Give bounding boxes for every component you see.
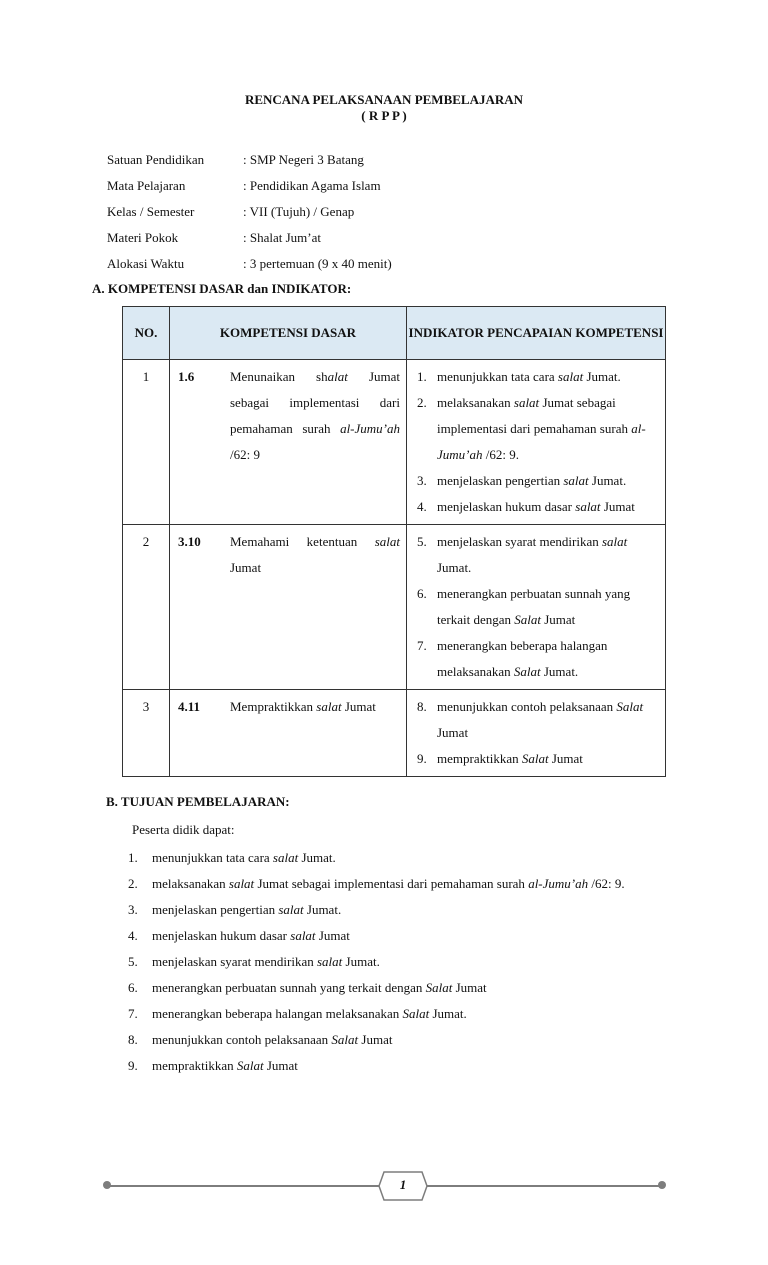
indicator-text: Jumat. <box>437 560 472 575</box>
goals-list <box>128 845 668 1079</box>
goal-text: menjelaskan syarat mendirikan <box>152 954 317 969</box>
kd-post: Jumat <box>230 560 262 575</box>
footer-dot-icon <box>658 1181 666 1189</box>
indicator-item <box>417 746 657 772</box>
indicator-text: Jumat. <box>540 664 579 679</box>
meta-row <box>107 256 392 282</box>
indicator-text: Jumat <box>540 612 576 627</box>
indicator-number: 2. <box>417 395 427 410</box>
goal-text: Jumat <box>263 1058 298 1073</box>
goal-italic: salat <box>272 850 299 865</box>
goal-number: 8. <box>128 1032 138 1047</box>
goal-text: menerangkan perbuatan sunnah yang terkait dengan <box>152 980 426 995</box>
header-kd: KOMPETENSI DASAR <box>170 307 407 360</box>
indicator-italic: Salat <box>514 612 541 627</box>
goal-italic: salat <box>316 954 343 969</box>
meta-row <box>107 230 392 256</box>
meta-value: : Shalat Jum’at <box>243 230 321 245</box>
row-no: 2 <box>123 525 170 690</box>
indicator-item <box>417 494 657 520</box>
indicator-text: menjelaskan hukum dasar <box>437 499 576 514</box>
goal-number: 7. <box>128 1006 138 1021</box>
meta-row <box>107 152 392 178</box>
goal-text: /62: 9. <box>588 876 625 891</box>
kd-italic: alat <box>327 369 348 384</box>
kd-post: /62: 9 <box>230 447 260 462</box>
goal-text: Jumat sebagai implementasi dari pemahaman surah <box>254 876 529 891</box>
indicator-cell <box>407 525 666 690</box>
indicator-italic: salat <box>601 534 628 549</box>
kd-post: Jumat <box>341 699 376 714</box>
goal-number: 1. <box>128 850 138 865</box>
list-item <box>128 1053 668 1079</box>
goals-intro: Peserta didik dapat: <box>132 822 235 837</box>
competency-table <box>122 306 666 777</box>
goal-text: Jumat. <box>298 850 336 865</box>
indicator-text: melaksanakan <box>437 395 514 410</box>
goal-text: Jumat. <box>429 1006 467 1021</box>
goal-text: menjelaskan hukum dasar <box>152 928 291 943</box>
goal-italic: Salat <box>402 1006 430 1021</box>
indicator-item <box>417 581 657 633</box>
kd-text <box>229 360 407 525</box>
indicator-item <box>417 694 657 746</box>
indicator-number: 7. <box>417 638 427 653</box>
doc-title: RENCANA PELAKSANAAN PEMBELAJARAN <box>244 92 524 107</box>
indicator-italic: salat <box>575 499 601 514</box>
table-header-row <box>123 307 666 360</box>
meta-row <box>107 204 392 230</box>
meta-label: Mata Pelajaran <box>107 178 186 193</box>
indicator-text: menunjukkan contoh pelaksanaan <box>437 699 617 714</box>
indicator-number: 4. <box>417 499 427 514</box>
meta-value: : Pendidikan Agama Islam <box>243 178 381 193</box>
goal-number: 6. <box>128 980 138 995</box>
indicator-text: /62: 9. <box>482 447 519 462</box>
goal-number: 5. <box>128 954 138 969</box>
list-item <box>128 923 668 949</box>
meta-label: Alokasi Waktu <box>107 256 185 271</box>
indicator-cell <box>407 360 666 525</box>
goal-italic: salat <box>278 902 304 917</box>
meta-row <box>107 178 392 204</box>
indicator-text: mempraktikkan <box>437 751 522 766</box>
kd-pre: Menunaikan sh <box>230 369 328 384</box>
list-item <box>128 949 668 975</box>
meta-value: : SMP Negeri 3 Batang <box>243 152 364 167</box>
goal-text: menerangkan beberapa halangan melaksanakan <box>152 1006 403 1021</box>
indicator-text: Jumat. <box>583 369 621 384</box>
kd-code: 1.6 <box>170 360 230 525</box>
indicator-italic: Salat <box>521 751 549 766</box>
goal-italic: salat <box>290 928 316 943</box>
goal-italic: al-Jumu’ah <box>528 876 589 891</box>
indicator-number: 6. <box>417 586 427 601</box>
meta-label: Materi Pokok <box>107 230 179 245</box>
indicator-number: 1. <box>417 369 427 384</box>
indicator-item <box>417 390 657 468</box>
page-number: 1 <box>399 1177 407 1192</box>
indicator-text: menjelaskan syarat mendirikan <box>437 534 602 549</box>
indicator-item <box>417 633 657 685</box>
goal-text: menunjukkan tata cara <box>152 850 273 865</box>
meta-label: Kelas / Semester <box>107 204 195 219</box>
goal-number: 3. <box>128 902 138 917</box>
goal-number: 2. <box>128 876 138 891</box>
indicator-italic: Salat <box>616 699 644 714</box>
goal-text: menunjukkan contoh pelaksanaan <box>152 1032 332 1047</box>
indicator-text: Jumat <box>548 751 583 766</box>
indicator-text: menjelaskan pengertian <box>437 473 564 488</box>
indicator-number: 9. <box>417 751 427 766</box>
meta-label: Satuan Pendidikan <box>107 152 205 167</box>
indicator-text: menerangkan perbuatan sunnah yang terkait dengan <box>437 586 631 627</box>
goal-text: Jumat. <box>303 902 342 917</box>
kd-italic: salat <box>316 699 342 714</box>
kd-code: 3.10 <box>170 525 230 690</box>
kd-code: 4.11 <box>170 690 230 777</box>
indicator-text: Jumat <box>437 725 469 740</box>
list-item <box>128 1001 668 1027</box>
table-row <box>123 525 666 690</box>
indicator-italic: al-Jumu’ah <box>437 421 646 462</box>
goal-text: Jumat. <box>342 954 380 969</box>
list-item <box>128 871 668 897</box>
kd-text <box>229 525 407 690</box>
indicator-cell <box>407 690 666 777</box>
kd-pre: Mempraktikkan <box>230 699 317 714</box>
indicator-item <box>417 364 657 390</box>
goal-text: mempraktikkan <box>152 1058 237 1073</box>
indicator-text: Jumat sebagai implementasi dari pemahaman surah <box>437 395 632 436</box>
goal-italic: Salat <box>331 1032 359 1047</box>
footer-dot-icon <box>103 1181 111 1189</box>
list-item <box>128 845 668 871</box>
section-a-heading: A. KOMPETENSI DASAR dan INDIKATOR: <box>92 281 352 296</box>
kd-italic: salat <box>374 534 400 549</box>
header-no: NO. <box>123 307 170 360</box>
kd-italic: al-Jumu’ah <box>340 421 400 436</box>
row-no: 3 <box>123 690 170 777</box>
indicator-text: Jumat <box>600 499 635 514</box>
goal-number: 9. <box>128 1058 138 1073</box>
goal-text: Jumat <box>315 928 350 943</box>
meta-block <box>107 152 392 282</box>
goal-italic: Salat <box>236 1058 264 1073</box>
list-item <box>128 897 668 923</box>
indicator-item <box>417 468 657 494</box>
kd-post: Jumat sebagai implementasi dari pemahaman surah <box>230 369 400 436</box>
indicator-italic: salat <box>513 395 540 410</box>
list-item <box>128 1027 668 1053</box>
list-item <box>128 975 668 1001</box>
meta-value: : 3 pertemuan (9 x 40 menit) <box>243 256 392 271</box>
indicator-italic: salat <box>557 369 584 384</box>
indicator-text: menunjukkan tata cara <box>437 369 558 384</box>
doc-subtitle: ( R P P ) <box>361 108 407 123</box>
goal-text: melaksanakan <box>152 876 229 891</box>
indicator-text: menerangkan beberapa halangan melaksanakan <box>437 638 608 679</box>
indicator-number: 3. <box>417 473 427 488</box>
section-b-heading: B. TUJUAN PEMBELAJARAN: <box>106 794 290 809</box>
goal-text: Jumat <box>358 1032 393 1047</box>
kd-text <box>229 690 407 777</box>
goal-text: menjelaskan pengertian <box>152 902 279 917</box>
header-indicator: INDIKATOR PENCAPAIAN KOMPETENSI <box>407 307 666 360</box>
indicator-item <box>417 529 657 581</box>
indicator-number: 8. <box>417 699 427 714</box>
table-row <box>123 690 666 777</box>
goal-number: 4. <box>128 928 138 943</box>
kd-pre: Memahami ketentuan <box>230 534 375 549</box>
meta-value: : VII (Tujuh) / Genap <box>243 204 355 219</box>
indicator-italic: salat <box>563 473 589 488</box>
indicator-number: 5. <box>417 534 427 549</box>
indicator-text: Jumat. <box>588 473 627 488</box>
goal-italic: Salat <box>425 980 453 995</box>
row-no: 1 <box>123 360 170 525</box>
table-row <box>123 360 666 525</box>
goal-italic: salat <box>228 876 255 891</box>
goal-text: Jumat <box>452 980 487 995</box>
indicator-italic: Salat <box>513 664 541 679</box>
